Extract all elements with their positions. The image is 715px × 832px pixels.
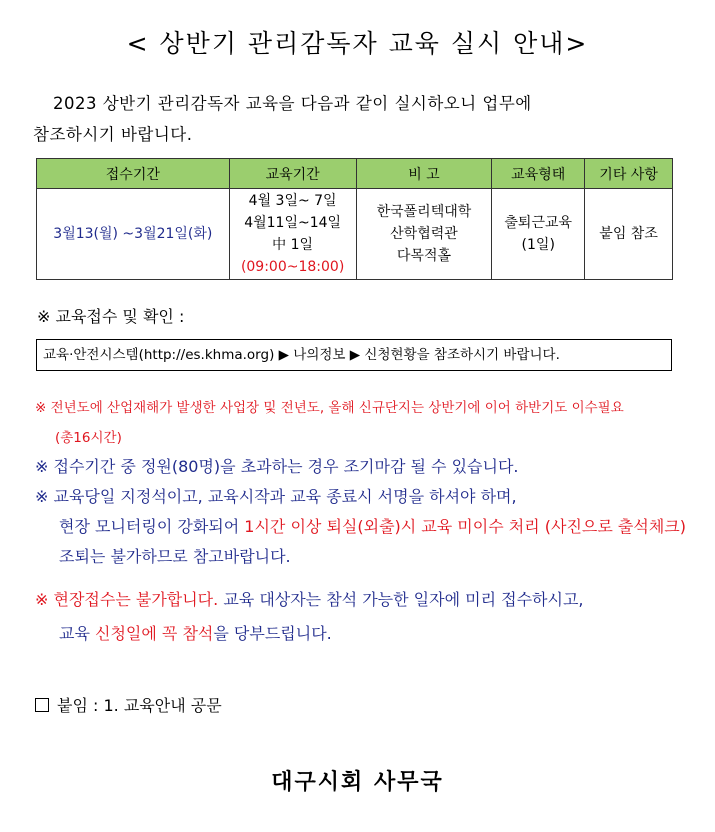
- checkbox-square-icon: [35, 698, 49, 712]
- footer-organization: 대구시회 사무국: [271, 770, 444, 795]
- table-header-row: [37, 159, 673, 189]
- header-remarks: 비 고: [356, 159, 492, 189]
- onsite-note-line-2: [35, 619, 584, 649]
- intro-line-1: 2023 상반기 관리감독자 교육을 다음과 같이 실시하오니 업무에: [53, 94, 532, 113]
- education-type-line: (1일): [521, 237, 555, 253]
- onsite-note-blue: 교육 대상자는 참석 가능한 일자에 미리 접수하시고,: [218, 590, 584, 609]
- header-education-period: 교육기간: [229, 159, 356, 189]
- seat-note-line-1: ※ 교육당일 지정석이고, 교육시작과 교육 종료시 서명을 하셔야 하며,: [35, 487, 517, 506]
- seat-note: [35, 482, 686, 572]
- capacity-note: ※ 접수기간 중 정원(80명)을 초과하는 경우 조기마감 될 수 있습니다.: [35, 457, 519, 476]
- cell-education-type: [492, 189, 585, 280]
- info-box: 교육·안전시스템(http://es.khma.org) ▶ 나의정보 ▶ 신청현황을 참조하시기 바랍니다.: [36, 339, 672, 371]
- table-row: [37, 189, 673, 280]
- red-note-line-1: ※ 전년도에 산업재해가 발생한 사업장 및 전년도, 올해 신규단지는 상반기에 이어 하반기도 이수필요: [35, 400, 624, 416]
- seat-note-line-2-b: 1시간 이상 퇴실(외출)시 교육 미이수 처리 (사진으로 출석체크): [244, 517, 686, 536]
- attachment-text: 붙임 : 1. 교육안내 공문: [57, 696, 222, 715]
- education-period-line: 4월 3일~ 7일: [248, 193, 337, 209]
- cell-remarks: [356, 189, 492, 280]
- seat-note-line-2: [35, 512, 686, 542]
- remarks-line: 한국폴리텍대학: [376, 204, 472, 220]
- page-title: < 상반기 관리감독자 교육 실시 안내>: [126, 29, 589, 58]
- header-reception-period: 접수기간: [37, 159, 230, 189]
- intro-paragraph: [33, 88, 683, 150]
- schedule-table: [36, 158, 673, 280]
- seat-note-line-3: 조퇴는 불가하므로 참고바랍니다.: [59, 547, 291, 566]
- onsite2-b: 신청일에 꼭 참석: [95, 624, 214, 643]
- section-reception-heading: ※ 교육접수 및 확인 :: [37, 307, 185, 326]
- onsite2-c: 을 당부드립니다.: [213, 624, 332, 643]
- education-period-line: 4월11일~14일: [244, 215, 342, 231]
- education-period-line: 中 1일: [272, 237, 314, 253]
- header-etc: 기타 사항: [585, 159, 673, 189]
- onsite-note: [35, 585, 584, 649]
- onsite-note-red: ※ 현장접수는 불가합니다.: [35, 590, 219, 609]
- remarks-line: 다목적홀: [396, 248, 451, 264]
- red-note-line-2: (총16시간): [55, 430, 122, 446]
- header-education-type: 교육형태: [492, 159, 585, 189]
- onsite-note-line-1: [35, 585, 584, 615]
- cell-education-period: [229, 189, 356, 280]
- onsite2-a: 교육: [59, 624, 95, 643]
- cell-reception-period: 3월13(월) ~3월21일(화): [37, 189, 230, 280]
- remarks-line: 산학협력관: [390, 226, 458, 242]
- education-type-line: 출퇴근교육: [504, 215, 573, 231]
- intro-line-2: 참조하시기 바랍니다.: [33, 125, 193, 144]
- attachment-line: [35, 693, 222, 716]
- education-time: (09:00~18:00): [240, 259, 345, 275]
- seat-note-line-2-a: 현장 모니터링이 강화되어: [59, 517, 245, 536]
- red-note: [35, 393, 624, 453]
- cell-etc: 붙임 참조: [585, 189, 673, 280]
